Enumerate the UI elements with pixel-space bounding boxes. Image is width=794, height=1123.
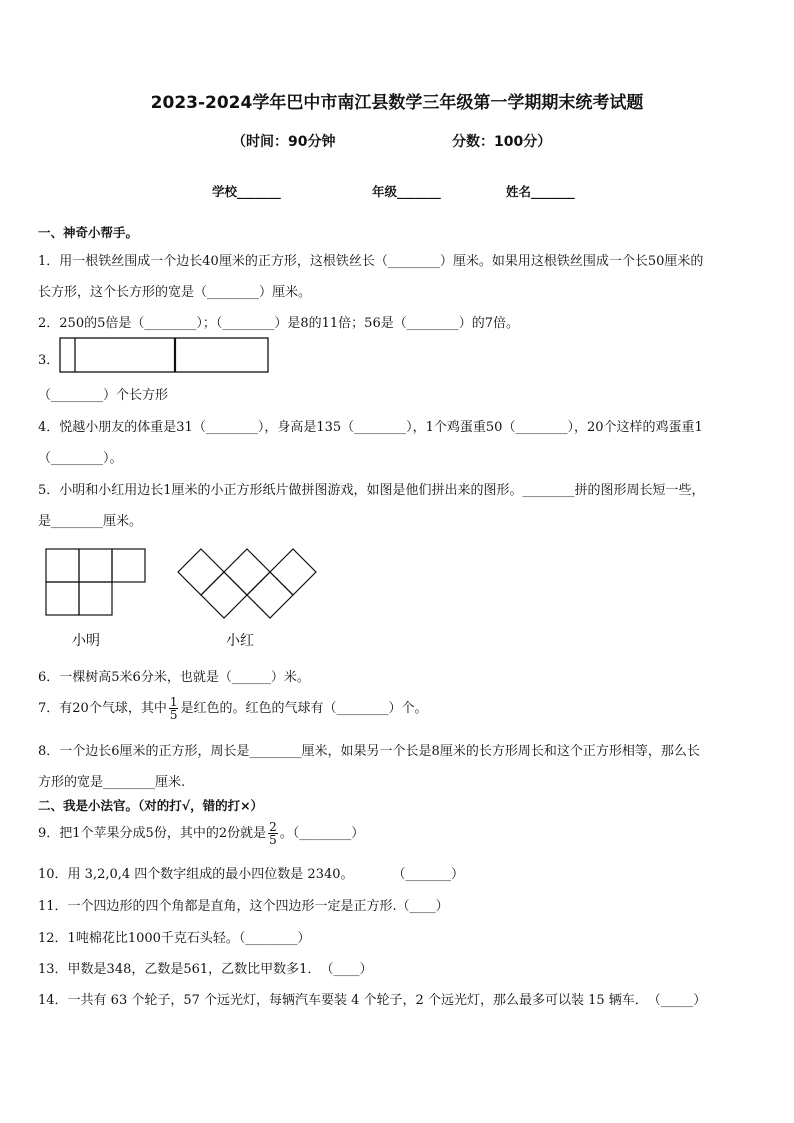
- question-7-text-a: 7．有20个气球，其中: [38, 701, 167, 716]
- question-9: [38, 821, 364, 846]
- question-3-number: 3．: [38, 353, 60, 368]
- question-8-line-2: 方形的宽是________厘米.: [38, 775, 186, 790]
- question-4-line-1: 4．悦越小朋友的体重是31（________），身高是135（________），1个鸡蛋重50（________），20个这样的鸡蛋重1: [38, 420, 703, 435]
- xiaoming-label: 小明: [72, 633, 100, 649]
- section-1-title: 一、神奇小帮手。: [38, 225, 139, 240]
- question-5-line-1: 5．小明和小红用边长1厘米的小正方形纸片做拼图游戏，如图是他们拼出来的图形。________拼的图形周长短一些，: [38, 483, 705, 498]
- question-14: 14．一共有 63 个轮子，57 个远光灯，每辆汽车要装 4 个轮子，2 个远光灯，那么最多可以装 15 辆车． （_____）: [38, 993, 707, 1008]
- question-6: 6．一棵树高5米6分米，也就是（______）米。: [38, 670, 310, 685]
- question-9-text-b: 。（________）: [279, 826, 365, 841]
- question-5-line-2: 是________厘米。: [38, 514, 143, 529]
- question-11: 11．一个四边形的四个角都是直角，这个四边形一定是正方形.（____）: [38, 899, 449, 914]
- question-3-answer: （________）个长方形: [38, 388, 169, 403]
- fraction-one-fifth: [169, 696, 179, 721]
- xiaoming-shape: [44, 547, 148, 619]
- fraction-numerator: 2: [269, 820, 277, 834]
- fraction-two-fifths: [268, 821, 278, 846]
- question-1-line-1: 1．用一根铁丝围成一个边长40厘米的正方形，这根铁丝长（________）厘米。如果用这根铁丝围成一个长50厘米的: [38, 254, 704, 269]
- xiaohong-label: 小红: [226, 633, 254, 649]
- question-2: 2．250的5倍是（________）；（________）是8的11倍；56是（________）的7倍。: [38, 316, 519, 331]
- exam-time: （时间：90分钟: [232, 134, 336, 150]
- question-7: [38, 696, 427, 721]
- name-field: 姓名_______: [506, 184, 575, 199]
- exam-score: 分数：100分）: [452, 134, 552, 150]
- question-13: 13．甲数是348，乙数是561，乙数比甲数多1． （____）: [38, 962, 373, 977]
- fraction-denominator: 5: [169, 708, 178, 722]
- question-4-line-2: （________）。: [38, 451, 123, 466]
- question-9-text-a: 9．把1个苹果分成5份，其中的2份就是: [38, 826, 267, 841]
- section-2-title: 二、我是小法官。（对的打√，错的打×）: [38, 798, 264, 813]
- question-8-line-1: 8．一个边长6厘米的正方形，周长是________厘米，如果另一个长是8厘米的长方形周长和这个正方形相等，那么长: [38, 744, 700, 759]
- rectangles-figure: [58, 337, 272, 375]
- page-title: 2023-2024学年巴中市南江县数学三年级第一学期期末统考试题: [150, 93, 644, 113]
- school-field: 学校_______: [212, 184, 281, 199]
- question-7-text-b: 是红色的。红色的气球有（________）个。: [180, 701, 428, 716]
- grade-field: 年级_______: [372, 184, 441, 199]
- question-10: 10．用 3,2,0,4 四个数字组成的最小四位数是 2340。 （_______）: [38, 867, 465, 882]
- xiaohong-shape: [172, 545, 320, 621]
- fraction-numerator: 1: [169, 695, 178, 709]
- question-1-line-2: 长方形，这个长方形的宽是（________）厘米。: [38, 285, 312, 300]
- question-12: 12．1吨棉花比1000千克石头轻。（________）: [38, 931, 311, 946]
- fraction-denominator: 5: [269, 833, 277, 847]
